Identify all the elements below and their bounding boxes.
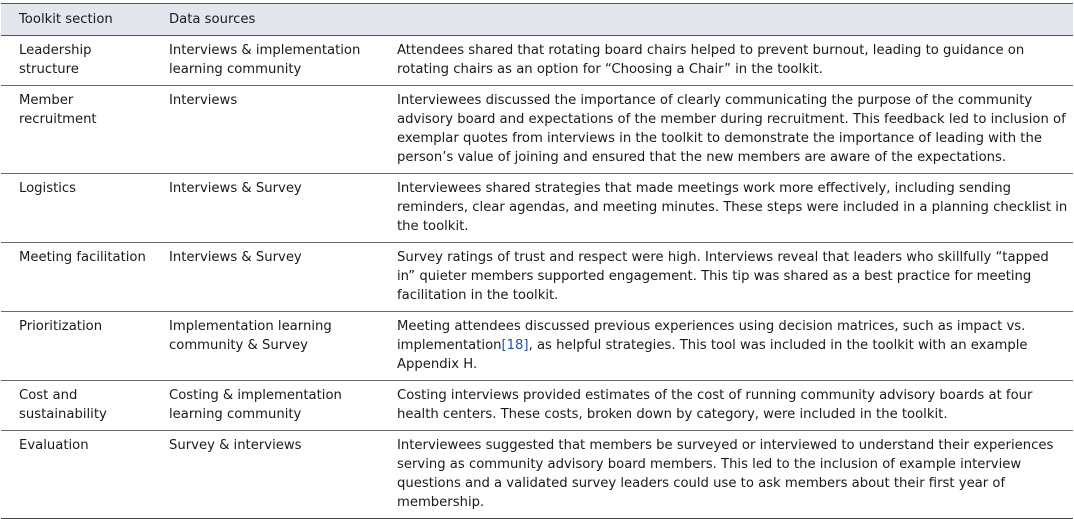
findings-text-pre: Meeting attendees discussed previous experiences using decision matrices, such as impact vs. implementation — [397, 319, 1026, 353]
header-toolkit-section: Toolkit section — [1, 4, 151, 36]
cell-findings: Interviewees shared strategies that made meetings work more effectively, including sending reminders, clear agendas, and meeting minutes. These steps were included in a planning checklist in the toolkit. — [379, 174, 1073, 243]
table-row — [1, 381, 1073, 431]
table-row — [1, 312, 1073, 381]
cell-section: Meeting facilitation — [1, 243, 151, 312]
table-row — [1, 86, 1073, 174]
cell-findings: Attendees shared that rotating board chairs helped to prevent burnout, leading to guidance on rotating chairs as an option for “Choosing a Chair” in the toolkit. — [379, 36, 1073, 86]
cell-section: Prioritization — [1, 312, 151, 381]
cell-section: Member recruitment — [1, 86, 151, 174]
cell-findings — [379, 312, 1073, 381]
cell-findings: Survey ratings of trust and respect were high. Interviews reveal that leaders who skillfully “tapped in” quieter members supported engagement. This tip was shared as a best practice for meeting facilitation in the toolkit. — [379, 243, 1073, 312]
table-row — [1, 36, 1073, 86]
table-row — [1, 243, 1073, 312]
table-row — [1, 174, 1073, 243]
findings-text-post: , as helpful strategies. This tool was included in the toolkit with an example Appendix H. — [397, 338, 1028, 372]
cell-sources: Interviews & Survey — [151, 243, 379, 312]
cell-section: Cost and sustainability — [1, 381, 151, 431]
cell-section: Evaluation — [1, 431, 151, 519]
header-data-sources: Data sources — [151, 4, 379, 36]
header-findings — [379, 4, 1073, 36]
table-header-row — [1, 4, 1073, 36]
citation-link[interactable]: [18] — [501, 338, 529, 353]
cell-sources: Interviews — [151, 86, 379, 174]
cell-section: Leadership structure — [1, 36, 151, 86]
cell-sources: Costing & implementation learning community — [151, 381, 379, 431]
cell-findings: Interviewees suggested that members be surveyed or interviewed to understand their experiences serving as community advisory board members. This led to the inclusion of example interview questions and a validated survey leaders could use to ask members about their first year of membership. — [379, 431, 1073, 519]
cell-sources: Implementation learning community & Survey — [151, 312, 379, 381]
cell-section: Logistics — [1, 174, 151, 243]
cell-sources: Interviews & implementation learning community — [151, 36, 379, 86]
table-row — [1, 431, 1073, 519]
toolkit-table — [1, 3, 1073, 519]
cell-sources: Survey & interviews — [151, 431, 379, 519]
cell-findings: Costing interviews provided estimates of the cost of running community advisory boards at four health centers. These costs, broken down by category, were included in the toolkit. — [379, 381, 1073, 431]
cell-findings: Interviewees discussed the importance of clearly communicating the purpose of the community advisory board and expectations of the member during recruitment. This feedback led to inclusion of exemplar quotes from interviews in the toolkit to demonstrate the importance of leading with the person’s value of joining and ensured that the new members are aware of the expectations. — [379, 86, 1073, 174]
cell-sources: Interviews & Survey — [151, 174, 379, 243]
